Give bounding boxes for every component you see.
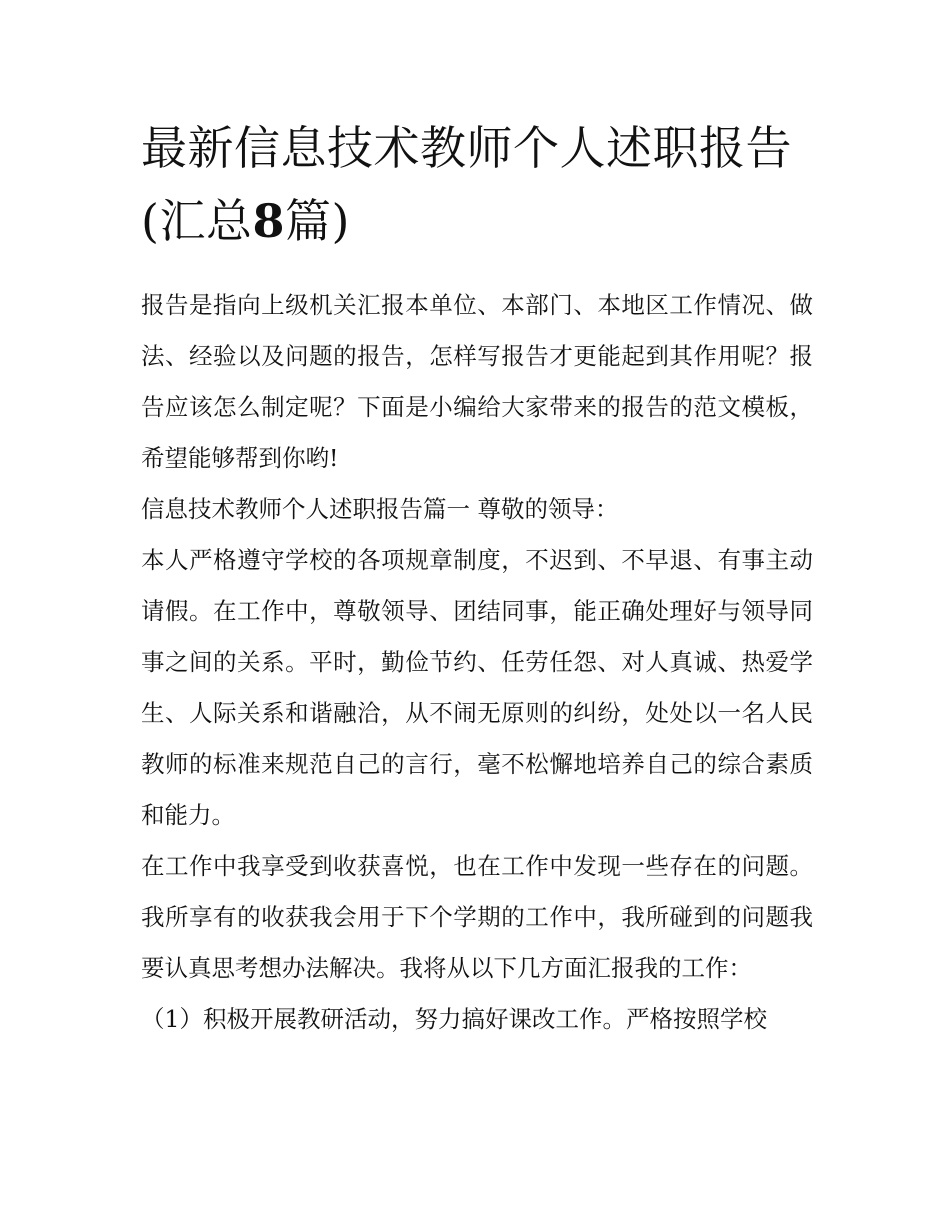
intro-paragraph: 报告是指向上级机关汇报本单位、本部门、本地区工作情况、做法、经验以及问题的报告，怎样写报告才更能起到其作用呢？报告应该怎么制定呢？下面是小编给大家带来的报告的范文模板，希望能够帮到你哟!: [141, 291, 813, 472]
document-title: [141, 112, 813, 258]
body-paragraph: 在工作中我享受到收获喜悦，也在工作中发现一些存在的问题。我所享有的收获我会用于下个学期的工作中，我所碰到的问题我要认真思考想办法解决。我将从以下几方面汇报我的工作：: [141, 852, 813, 982]
section-heading: 信息技术教师个人述职报告篇一 尊敬的领导：: [141, 495, 619, 523]
list-item-paragraph: （1）积极开展教研活动，努力搞好课改工作。严格按照学校: [141, 1005, 767, 1033]
title-suffix: 篇): [284, 194, 350, 248]
document-body: [141, 112, 813, 1045]
title-text: 最新信息技术教师个人述职报告(汇总: [141, 121, 792, 248]
body-paragraph: 本人严格遵守学校的各项规章制度，不迟到、不早退、有事主动请假。在工作中，尊敬领导、团结同事，能正确处理好与领导同事之间的关系。平时，勤俭节约、任劳任怨、对人真诚、热爱学生、人际关系和谐融洽，从不闹无原则的纠纷，处处以一名人民教师的标准来规范自己的言行，毫不松懈地培养自己的综合素质和能力。: [141, 546, 813, 829]
title-number: 8: [252, 194, 285, 248]
